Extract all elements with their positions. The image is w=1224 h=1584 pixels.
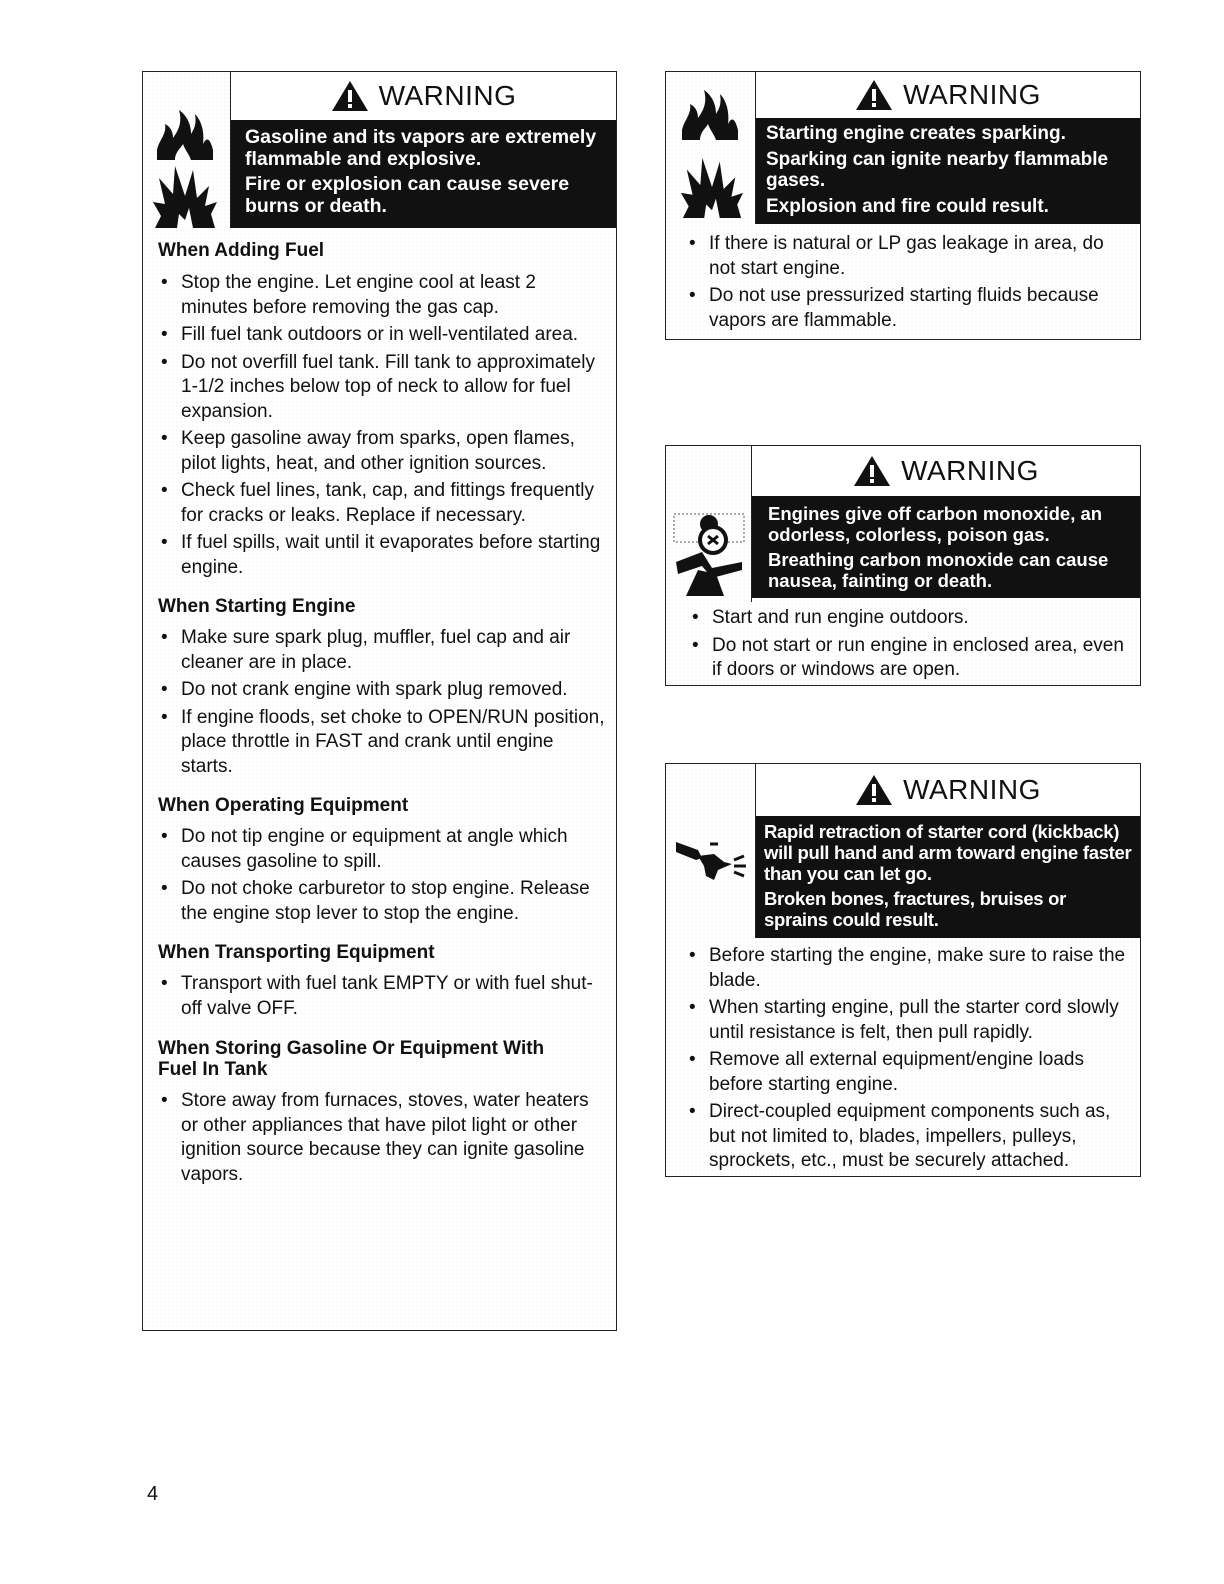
warning-triangle-icon [853, 455, 891, 487]
adding-fuel-list [158, 271, 606, 580]
transporting-equipment-list [158, 972, 606, 1021]
carbon-monoxide-instructions [666, 602, 1140, 683]
warning-title [231, 72, 616, 120]
hazard-line: Rapid retraction of starter cord (kickback) will pull hand and arm toward engine faster than you can let go. [764, 821, 1132, 884]
hazard-line: Broken bones, fractures, bruises or sprains could result. [764, 888, 1067, 930]
list-item: • When starting engine, pull the starter cord slowly until resistance is felt, then pull rapidly. [709, 996, 1130, 1045]
kickback-instructions [666, 938, 1140, 1174]
hazard-message [756, 118, 1140, 224]
list-item: • Do not use pressurized starting fluids because vapors are flammable. [709, 284, 1130, 333]
list-item: • Check fuel lines, tank, cap, and fittings frequently for cracks or leaks. Replace if necessary. [181, 479, 606, 528]
list-item: • Store away from furnaces, stoves, water heaters or other appliances that have pilot light or other ignition source because they can ignite gasoline vapors. [181, 1089, 606, 1187]
explosion-icon [680, 154, 744, 220]
list-item: • Transport with fuel tank EMPTY or with fuel shut-off valve OFF. [181, 972, 606, 1021]
fuel-instructions [143, 228, 616, 1187]
spark-warning-box [665, 71, 1141, 340]
hazard-line: Starting engine creates sparking. [766, 123, 1066, 144]
section-heading: When Adding Fuel [158, 240, 325, 261]
hazard-icons [666, 446, 751, 602]
operating-equipment-list [158, 825, 606, 926]
hazard-line: Sparking can ignite nearby flammable gases. [766, 148, 1109, 191]
list-item: • Do not overfill fuel tank. Fill tank to approximately 1-1/2 inches below top of neck to allow for fuel expansion. [181, 351, 606, 425]
hazard-icons [666, 72, 755, 224]
carbon-monoxide-warning-box [665, 445, 1141, 686]
hazard-line: Engines give off carbon monoxide, an odorless, colorless, poison gas. [768, 503, 1103, 545]
hazard-message [752, 496, 1140, 598]
section-heading: When Transporting Equipment [158, 942, 435, 963]
hazard-line: Fire or explosion can cause severe burns or death. [245, 173, 570, 217]
warning-title [756, 72, 1140, 118]
explosion-icon [153, 162, 217, 230]
list-item: • Do not choke carburetor to stop engine. Release the engine stop lever to stop the engine. [181, 877, 606, 926]
poison-gas-icon [672, 512, 746, 598]
warning-triangle-icon [331, 80, 369, 112]
section-heading: When Starting Engine [158, 596, 356, 617]
hazard-line: Gasoline and its vapors are extremely flammable and explosive. [245, 126, 597, 170]
list-item: • Do not start or run engine in enclosed area, even if doors or windows are open. [712, 634, 1130, 683]
section-heading: When Operating Equipment [158, 795, 409, 816]
list-item: • If engine floods, set choke to OPEN/RUN position, place throttle in FAST and crank until engine starts. [181, 706, 606, 780]
hazard-icons [143, 72, 230, 228]
storing-gasoline-list [158, 1089, 606, 1187]
warning-triangle-icon [855, 774, 893, 806]
warning-triangle-icon [855, 79, 893, 111]
hazard-icons [666, 764, 755, 938]
starting-engine-list [158, 626, 606, 779]
list-item: • Remove all external equipment/engine loads before starting engine. [709, 1048, 1130, 1097]
list-item: • Fill fuel tank outdoors or in well-ventilated area. [181, 323, 606, 348]
hazard-line: Explosion and fire could result. [766, 195, 1049, 217]
hazard-message [231, 120, 616, 228]
section-heading: When Storing Gasoline Or Equipment With Fuel In Tank [158, 1038, 545, 1080]
list-item: • Make sure spark plug, muffler, fuel cap and air cleaner are in place. [181, 626, 606, 675]
warning-label: WARNING [901, 455, 1039, 486]
warning-label: WARNING [903, 774, 1041, 805]
warning-title [752, 446, 1140, 496]
warning-title [756, 764, 1140, 816]
list-item: • If there is natural or LP gas leakage in area, do not start engine. [709, 232, 1130, 281]
fuel-warning-box [142, 71, 617, 1331]
fire-icon [155, 104, 215, 162]
warning-label: WARNING [903, 79, 1041, 110]
kickback-warning-box [665, 763, 1141, 1177]
page-number: 4 [147, 1483, 159, 1505]
kickback-hand-icon [674, 836, 750, 884]
list-item: • Start and run engine outdoors. [712, 606, 1130, 631]
list-item: • If fuel spills, wait until it evaporates before starting engine. [181, 531, 606, 580]
list-item: • Before starting the engine, make sure to raise the blade. [709, 944, 1130, 993]
warning-label: WARNING [378, 80, 517, 111]
fire-icon [680, 84, 740, 142]
list-item: • Do not tip engine or equipment at angle which causes gasoline to spill. [181, 825, 606, 874]
list-item: • Keep gasoline away from sparks, open flames, pilot lights, heat, and other ignition sources. [181, 427, 606, 476]
hazard-line: Breathing carbon monoxide can cause nausea, fainting or death. [768, 549, 1109, 591]
list-item: • Do not crank engine with spark plug removed. [181, 678, 606, 703]
spark-instructions [666, 224, 1140, 333]
hazard-message [756, 816, 1140, 938]
list-item: • Stop the engine. Let engine cool at least 2 minutes before removing the gas cap. [181, 271, 606, 320]
list-item: • Direct-coupled equipment components such as, but not limited to, blades, impellers, pulleys, sprockets, etc., must be securely attached. [709, 1100, 1130, 1174]
